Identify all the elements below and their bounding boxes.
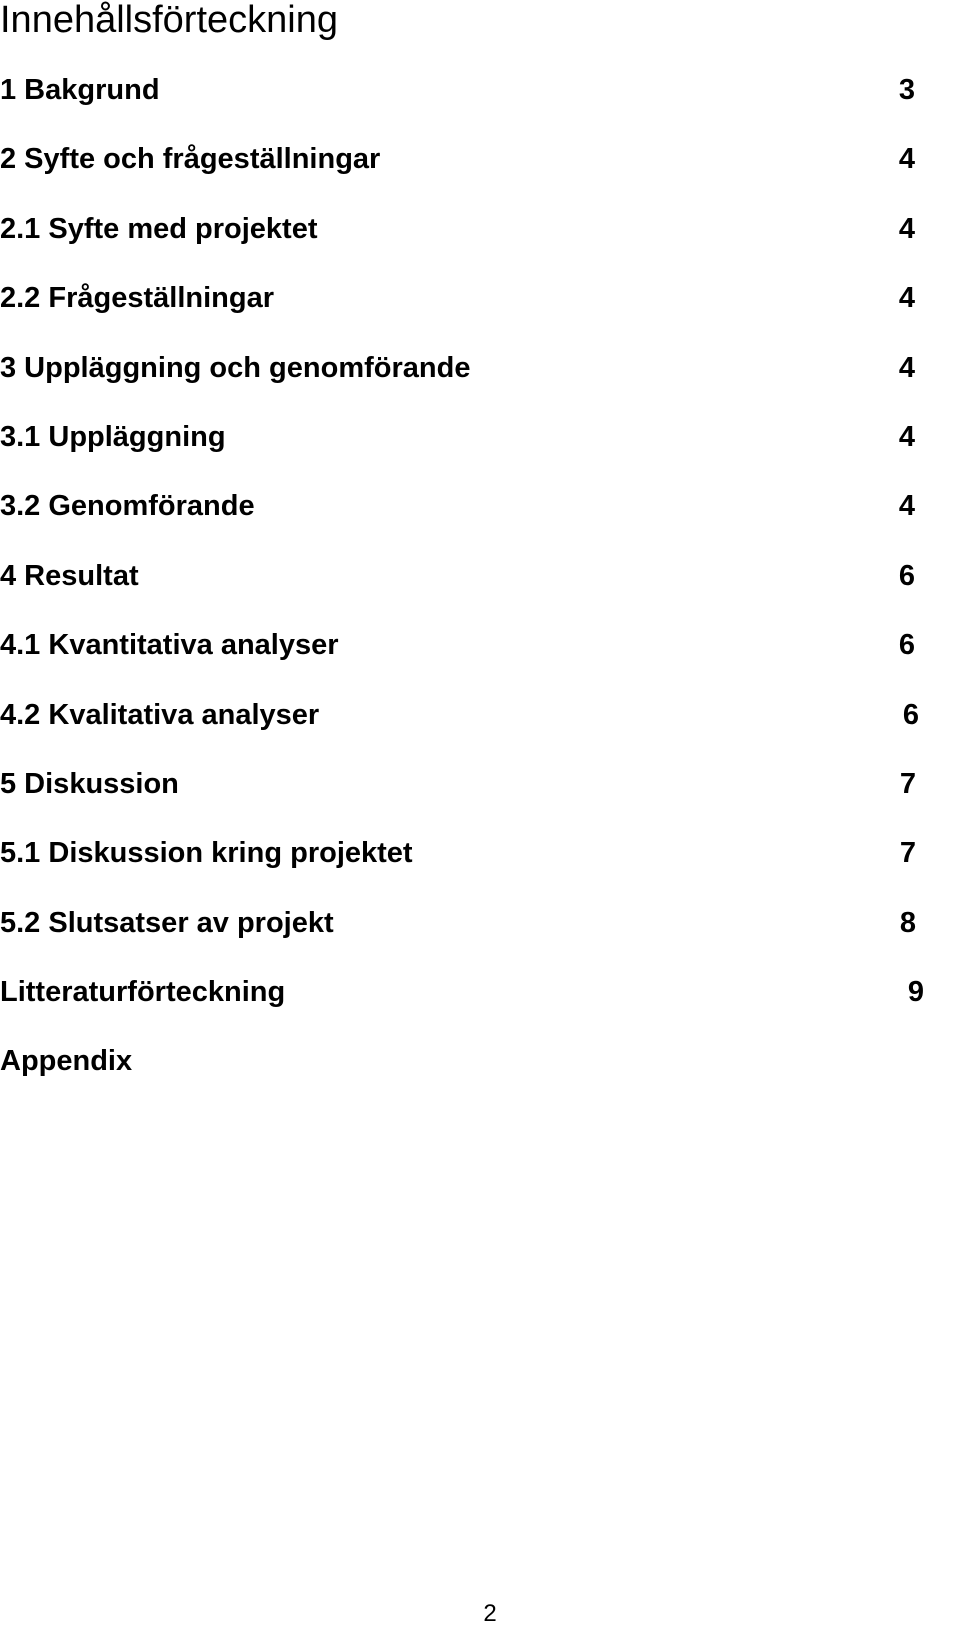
toc-entry-label: 5 Diskussion xyxy=(0,767,179,800)
toc-entry-page: 6 xyxy=(902,698,919,731)
toc-entry-label: 2.2 Frågeställningar xyxy=(0,282,274,315)
toc-entry-page: 7 xyxy=(899,767,916,800)
toc-entry[interactable] xyxy=(0,486,960,555)
toc-entry-label: 3.2 Genomförande xyxy=(0,490,255,523)
toc-entry-label: 5.2 Slutsatser av projekt xyxy=(0,906,334,939)
toc-entry[interactable] xyxy=(0,695,960,764)
toc-entry-page: 6 xyxy=(898,629,915,662)
toc-title: Innehållsförteckning xyxy=(0,0,338,41)
toc-entry[interactable] xyxy=(0,1041,960,1110)
toc-entry-label: 3 Uppläggning och genomförande xyxy=(0,351,471,384)
toc-entry-label: Litteraturförteckning xyxy=(0,976,286,1009)
toc-entry[interactable] xyxy=(0,209,960,278)
toc-entry-label: 3.1 Uppläggning xyxy=(0,420,226,453)
toc-entry-page: 6 xyxy=(898,559,915,592)
toc-entry-label: Appendix xyxy=(0,1045,133,1078)
toc-entry-page: 4 xyxy=(898,212,915,245)
toc-entry[interactable] xyxy=(0,417,960,486)
toc-entry-page: 3 xyxy=(898,74,915,106)
toc-entry-page: 4 xyxy=(898,282,915,315)
toc-entry[interactable] xyxy=(0,556,960,625)
toc-entry-page: 4 xyxy=(898,420,915,453)
toc-entry[interactable] xyxy=(0,833,960,902)
toc-entry-page: 4 xyxy=(898,143,915,176)
toc-entry[interactable] xyxy=(0,972,960,1041)
toc-entry[interactable] xyxy=(0,139,960,208)
toc-entry-label: 2.1 Syfte med projektet xyxy=(0,212,318,245)
toc-entry-label: 5.1 Diskussion kring projektet xyxy=(0,837,413,870)
toc-entry-label: 2 Syfte och frågeställningar xyxy=(0,143,381,176)
toc-entry-label: 4 Resultat xyxy=(0,559,139,592)
toc-entry-page: 9 xyxy=(907,976,924,1009)
toc-entry[interactable] xyxy=(0,903,960,972)
page-number: 2 xyxy=(483,1600,497,1627)
toc-entry-page: 7 xyxy=(899,837,916,870)
toc-entry[interactable] xyxy=(0,764,960,833)
toc-entry[interactable] xyxy=(0,278,960,347)
toc-entry[interactable] xyxy=(0,348,960,417)
toc-entry-page: 4 xyxy=(898,351,915,384)
toc-entry[interactable] xyxy=(0,70,960,139)
toc-entry-label: 4.2 Kvalitativa analyser xyxy=(0,698,320,731)
toc-entry-page: 4 xyxy=(898,490,915,523)
toc-list xyxy=(0,70,960,1111)
toc-entry[interactable] xyxy=(0,625,960,694)
toc-entry-label: 4.1 Kvantitativa analyser xyxy=(0,629,339,662)
toc-entry-label: 1 Bakgrund xyxy=(0,74,160,106)
toc-entry-page: 8 xyxy=(899,906,916,939)
